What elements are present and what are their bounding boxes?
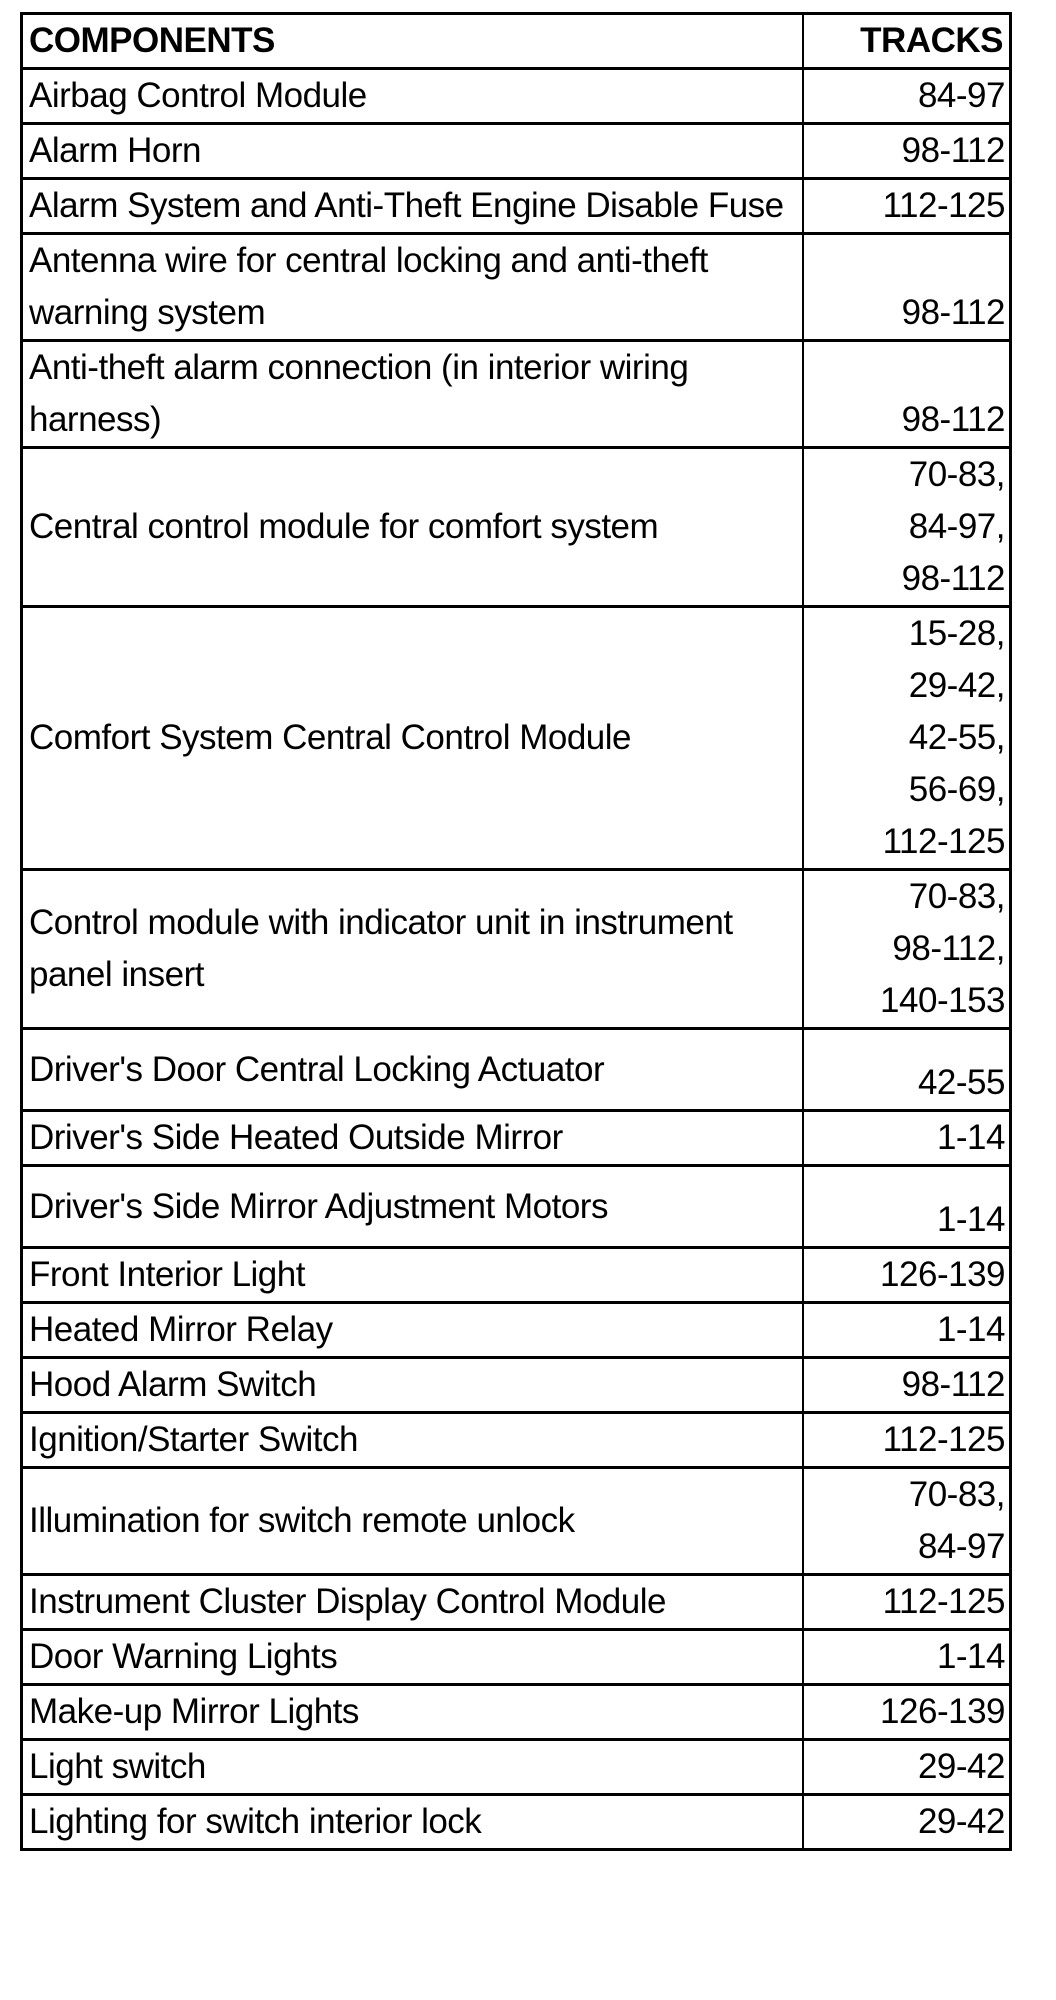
component-cell: Alarm Horn (23, 124, 803, 179)
table-row (23, 1248, 1009, 1303)
track-range: 140-153 (880, 981, 1005, 1020)
table-row (23, 870, 1009, 1029)
table-row (23, 448, 1009, 607)
track-range: 1-14 (936, 1118, 1005, 1157)
track-range: 112-125 (882, 1420, 1005, 1459)
track-range: 1-14 (936, 1637, 1005, 1676)
track-range: 112-125 (882, 186, 1005, 225)
component-cell: Illumination for switch remote unlock (23, 1468, 803, 1575)
table-row (23, 1111, 1009, 1166)
track-range: 98-112, (892, 929, 1005, 968)
table-row (23, 1795, 1009, 1849)
table-row (23, 234, 1009, 341)
track-range: 29-42, (908, 666, 1005, 705)
component-cell: Door Warning Lights (23, 1630, 803, 1685)
table-row (23, 607, 1009, 870)
table-row (23, 1358, 1009, 1413)
tracks-cell (803, 124, 1009, 179)
track-range: 84-97 (917, 1527, 1005, 1566)
table-row (23, 1630, 1009, 1685)
tracks-cell (803, 179, 1009, 234)
track-range: 42-55, (908, 718, 1005, 757)
tracks-column-header: TRACKS (803, 15, 1009, 69)
component-cell: Instrument Cluster Display Control Module (23, 1575, 803, 1630)
tracks-cell (803, 1248, 1009, 1303)
component-cell: Heated Mirror Relay (23, 1303, 803, 1358)
tracks-cell (803, 341, 1009, 448)
track-range: 98-112 (901, 400, 1005, 439)
component-cell: Airbag Control Module (23, 69, 803, 124)
track-range: 70-83, (908, 1475, 1005, 1514)
component-cell: Lighting for switch interior lock (23, 1795, 803, 1849)
component-cell: Driver's Side Mirror Adjustment Motors (23, 1166, 803, 1248)
table-row (23, 1740, 1009, 1795)
tracks-cell (803, 607, 1009, 870)
table-row (23, 124, 1009, 179)
components-column-header: COMPONENTS (23, 15, 803, 69)
component-cell: Alarm System and Anti-Theft Engine Disable Fuse (23, 179, 803, 234)
component-cell: Comfort System Central Control Module (23, 607, 803, 870)
tracks-cell (803, 1358, 1009, 1413)
tracks-cell (803, 448, 1009, 607)
tracks-cell (803, 1413, 1009, 1468)
track-range: 98-112 (901, 1365, 1005, 1404)
component-cell: Make-up Mirror Lights (23, 1685, 803, 1740)
tracks-cell (803, 1575, 1009, 1630)
table-header-row (23, 15, 1009, 69)
table-row (23, 1413, 1009, 1468)
table-row (23, 179, 1009, 234)
component-cell: Light switch (23, 1740, 803, 1795)
table-row (23, 1685, 1009, 1740)
tracks-cell (803, 1166, 1009, 1248)
table-row (23, 1303, 1009, 1358)
component-cell: Central control module for comfort system (23, 448, 803, 607)
component-cell: Driver's Door Central Locking Actuator (23, 1029, 803, 1111)
track-range: 42-55 (917, 1063, 1005, 1102)
track-range: 112-125 (882, 1582, 1005, 1621)
component-cell: Ignition/Starter Switch (23, 1413, 803, 1468)
track-range: 98-112 (901, 559, 1005, 598)
tracks-cell (803, 69, 1009, 124)
track-range: 98-112 (901, 293, 1005, 332)
components-tracks-table-frame (20, 12, 1012, 1851)
table-row (23, 69, 1009, 124)
track-range: 112-125 (882, 822, 1005, 861)
track-range: 98-112 (901, 131, 1005, 170)
table-row (23, 1468, 1009, 1575)
component-cell: Driver's Side Heated Outside Mirror (23, 1111, 803, 1166)
table-row (23, 341, 1009, 448)
table-row (23, 1029, 1009, 1111)
tracks-cell (803, 1740, 1009, 1795)
component-cell: Control module with indicator unit in instrument panel insert (23, 870, 803, 1029)
tracks-cell (803, 870, 1009, 1029)
table-row (23, 1575, 1009, 1630)
track-range: 15-28, (908, 614, 1005, 653)
track-range: 126-139 (880, 1255, 1005, 1294)
track-range: 1-14 (936, 1310, 1005, 1349)
tracks-cell (803, 1795, 1009, 1849)
tracks-cell (803, 1630, 1009, 1685)
tracks-cell (803, 1468, 1009, 1575)
track-range: 1-14 (936, 1200, 1005, 1239)
tracks-cell (803, 1303, 1009, 1358)
track-range: 56-69, (908, 770, 1005, 809)
tracks-cell (803, 1111, 1009, 1166)
table-row (23, 1166, 1009, 1248)
tracks-cell (803, 234, 1009, 341)
tracks-cell (803, 1685, 1009, 1740)
track-range: 84-97, (908, 507, 1005, 546)
component-cell: Front Interior Light (23, 1248, 803, 1303)
components-tracks-table (23, 15, 1009, 1848)
track-range: 70-83, (908, 455, 1005, 494)
component-cell: Antenna wire for central locking and anti-theft warning system (23, 234, 803, 341)
tracks-cell (803, 1029, 1009, 1111)
component-cell: Hood Alarm Switch (23, 1358, 803, 1413)
component-cell: Anti-theft alarm connection (in interior wiring harness) (23, 341, 803, 448)
track-range: 29-42 (917, 1802, 1005, 1841)
track-range: 126-139 (880, 1692, 1005, 1731)
track-range: 29-42 (917, 1747, 1005, 1786)
track-range: 84-97 (917, 76, 1005, 115)
track-range: 70-83, (908, 877, 1005, 916)
table-body (23, 69, 1009, 1849)
